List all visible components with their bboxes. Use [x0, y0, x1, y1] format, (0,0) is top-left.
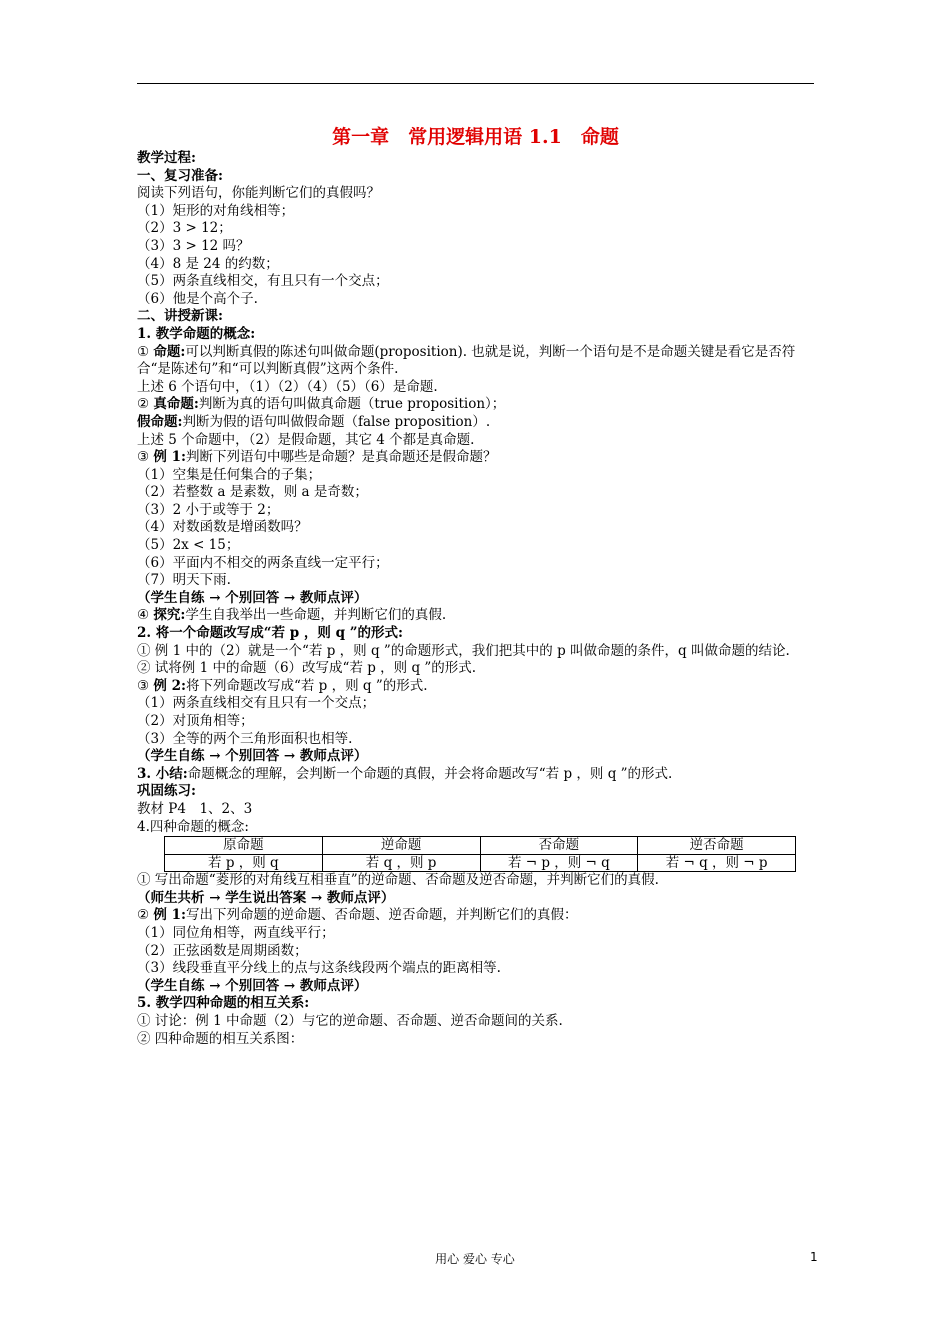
table-cell: 若 p ，则 q	[165, 854, 323, 872]
line-text: 判断下列语句中哪些是命题？是真命题还是假命题？	[185, 449, 497, 466]
table-cell: 若 ¬ q ，则 ¬ p	[638, 854, 796, 872]
table-cell: 若 q ，则 p	[322, 854, 480, 872]
text-line	[137, 449, 817, 467]
text-line: （1）两条直线相交有且只有一个交点；	[137, 695, 376, 712]
text-line: 一、复习准备:	[137, 167, 223, 184]
page-number: 1	[810, 1250, 818, 1264]
text-line: ② 四种命题的相互关系图：	[137, 1030, 304, 1047]
item-marker: ④	[137, 607, 154, 624]
text-line	[137, 607, 817, 625]
text-line: （3）3 > 12 吗？	[137, 237, 250, 254]
text-line	[137, 414, 817, 432]
item-marker: ③	[137, 449, 154, 466]
text-line	[137, 678, 817, 696]
term-label: 3. 小结:	[137, 765, 188, 782]
text-line	[137, 396, 817, 414]
text-line: （3）线段垂直平分线上的点与这条线段两个端点的距离相等.	[137, 960, 501, 977]
table-row	[165, 854, 796, 872]
table-header-cell: 原命题	[165, 837, 323, 855]
text-line: ① 写出命题“菱形的对角线互相垂直”的逆命题、否命题及逆否命题，并判断它们的真假.	[137, 872, 659, 889]
page-title: 第一章 常用逻辑用语 1.1 命题	[332, 126, 619, 148]
text-line: 上述 6 个语句中，（1）（2）（4）（5）（6）是命题.	[137, 378, 438, 395]
table-header-cell: 逆否命题	[638, 837, 796, 855]
text-line: （6）平面内不相交的两条直线一定平行；	[137, 554, 389, 571]
term-label: 假命题:	[137, 413, 183, 430]
text-line: （4）8 是 24 的约数；	[137, 255, 279, 272]
line-text: 命题概念的理解，会判断一个命题的真假，并会将命题改写“若 p ，则 q ”的形式.	[187, 765, 673, 782]
text-line	[137, 907, 817, 925]
line-text: 学生自我举出一些命题，并判断它们的真假.	[185, 607, 447, 624]
text-line: ① 例 1 中的（2）就是一个“若 p ，则 q ”的命题形式，我们把其中的 p 叫做命题的条件，q 叫做命题的结论.	[137, 642, 790, 659]
text-line: （学生自练 → 个别回答 → 教师点评）	[137, 589, 368, 606]
text-line: ② 试将例 1 中的命题（6）改写成“若 p ，则 q ”的形式.	[137, 660, 477, 677]
item-marker: ②	[137, 396, 154, 413]
text-line: （1）空集是任何集合的子集；	[137, 466, 322, 483]
text-line: （1）矩形的对角线相等；	[137, 202, 295, 219]
table-header-row	[165, 837, 796, 855]
text-line: 阅读下列语句，你能判断它们的真假吗？	[137, 185, 380, 202]
text-line: （2）对顶角相等；	[137, 713, 254, 729]
text-line: （3）2 小于或等于 2；	[137, 501, 280, 518]
item-marker: ①	[137, 343, 154, 360]
item-marker: ②	[137, 907, 154, 924]
text-line: （学生自练 → 个别回答 → 教师点评）	[137, 748, 368, 765]
text-line: 二、讲授新课:	[137, 308, 223, 325]
term-label: 例 2:	[153, 677, 186, 694]
term-label: 命题:	[153, 343, 186, 360]
text-line: （2）若整数 a 是素数，则 a 是奇数；	[137, 484, 368, 501]
text-line: 1. 教学命题的概念:	[137, 325, 256, 342]
text-line: 教学过程:	[137, 150, 196, 166]
text-line: 巩固练习:	[137, 783, 196, 800]
text-line: 上述 5 个命题中，（2）是假命题，其它 4 个都是真命题.	[137, 431, 475, 448]
text-line	[137, 344, 817, 379]
table-header-cell: 否命题	[480, 837, 638, 855]
text-line: （6）他是个高个子.	[137, 290, 258, 307]
term-label: 例 1:	[153, 449, 186, 466]
text-line: （2）3 > 12；	[137, 220, 232, 237]
four-propositions-table	[164, 836, 796, 872]
text-line: （2）正弦函数是周期函数；	[137, 942, 308, 959]
text-line	[137, 766, 817, 784]
line-text: 可以判断真假的陈述句叫做命题(proposition). 也就是说，判断一个语句是不是命题关键是看它是否符合“是陈述句”和“可以判断真假”这两个条件.	[137, 343, 796, 378]
text-line: 5. 教学四种命题的相互关系:	[137, 995, 310, 1012]
text-line: （学生自练 → 个别回答 → 教师点评）	[137, 977, 368, 994]
text-line: 教材 P4 1、2、3	[137, 800, 253, 817]
item-marker: ③	[137, 677, 154, 694]
term-label: 真命题:	[153, 396, 199, 413]
page-footer: 用心 爱心 专心	[435, 1252, 515, 1266]
text-line: （3）全等的两个三角形面积也相等.	[137, 730, 353, 747]
term-label: 例 1:	[153, 907, 186, 924]
term-label: 探究:	[153, 607, 186, 624]
line-text: 将下列命题改写成“若 p ，则 q ”的形式.	[185, 677, 428, 694]
text-line: （5）2x < 15；	[137, 537, 240, 554]
document-body	[137, 150, 817, 1048]
line-text: 判断为假的语句叫做假命题（false proposition）.	[182, 413, 491, 430]
line-text: 写出下列命题的逆命题、否命题、逆否命题，并判断它们的真假：	[185, 907, 578, 924]
text-line: （1）同位角相等，两直线平行；	[137, 924, 335, 941]
lesson-section-1	[137, 150, 817, 836]
table-cell: 若 ¬ p ，则 ¬ q	[480, 854, 638, 872]
text-line: （师生共析 → 学生说出答案 → 教师点评）	[137, 889, 395, 906]
text-line: （5）两条直线相交，有且只有一个交点；	[137, 273, 389, 290]
lesson-section-2	[137, 872, 817, 1048]
table-header-cell: 逆命题	[322, 837, 480, 855]
text-line: （7）明天下雨.	[137, 572, 231, 589]
text-line: ① 讨论：例 1 中命题（2）与它的逆命题、否命题、逆否命题间的关系.	[137, 1012, 563, 1029]
text-line: （4）对数函数是增函数吗？	[137, 519, 308, 536]
header-rule	[137, 83, 814, 84]
line-text: 判断为真的语句叫做真命题（true proposition）；	[198, 396, 506, 413]
text-line: 4.四种命题的概念:	[137, 818, 249, 835]
text-line: 2. 将一个命题改写成“若 p ，则 q ”的形式:	[137, 625, 403, 642]
